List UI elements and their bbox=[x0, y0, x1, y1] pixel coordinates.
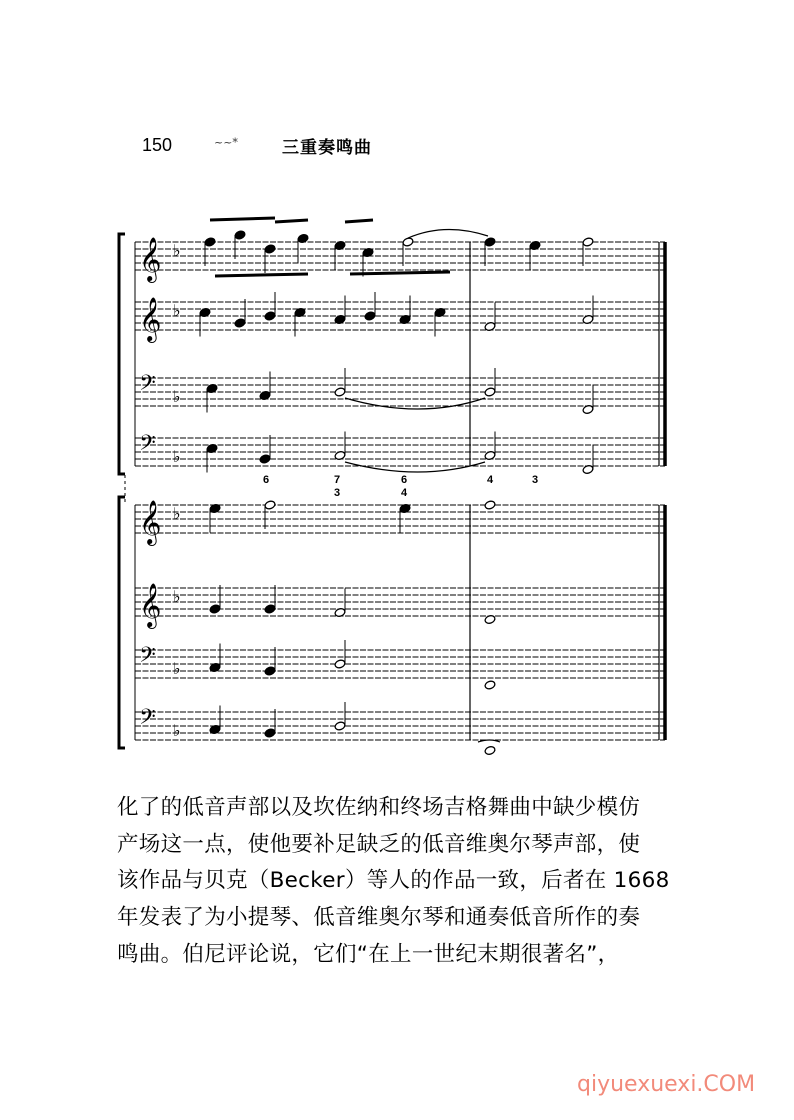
note-head bbox=[582, 237, 594, 247]
figure-1-top: 6 bbox=[262, 474, 270, 486]
note-head bbox=[484, 237, 496, 247]
note-head bbox=[234, 230, 246, 240]
note-head bbox=[484, 387, 496, 397]
flat-key-signature-icon: ♭ bbox=[173, 447, 181, 466]
treble-clef-icon: 𝄞 bbox=[139, 500, 162, 544]
note-head bbox=[334, 721, 346, 731]
page-number: 150 bbox=[142, 135, 173, 155]
bass-clef-icon: 𝄢 bbox=[139, 643, 156, 673]
note-head bbox=[209, 604, 221, 614]
tie bbox=[408, 229, 488, 238]
text-line: 产场这一点，使他要补足缺乏的低音维奥尔琴声部，使 bbox=[117, 831, 641, 857]
flat-key-signature-icon: ♭ bbox=[173, 587, 181, 606]
flat-key-signature-icon: ♭ bbox=[173, 721, 181, 740]
flat-key-signature-icon: ♭ bbox=[173, 387, 181, 406]
note-head bbox=[297, 233, 309, 243]
beam bbox=[210, 218, 275, 220]
treble-clef-icon: 𝄞 bbox=[139, 297, 162, 341]
figure-3-top: 6 bbox=[400, 474, 408, 486]
text-line: 年发表了为小提琴、低音维奥尔琴和通奏低音所作的奏 bbox=[117, 905, 641, 931]
treble-clef-icon: 𝄞 bbox=[139, 583, 162, 627]
beam bbox=[345, 220, 373, 222]
figure-2-top: 7 bbox=[333, 474, 341, 486]
tie bbox=[345, 398, 485, 409]
bass-clef-icon: 𝄢 bbox=[139, 371, 156, 401]
beam bbox=[275, 220, 308, 222]
note-head bbox=[264, 500, 276, 510]
bass-clef-icon: 𝄢 bbox=[139, 431, 156, 461]
flat-key-signature-icon: ♭ bbox=[173, 301, 181, 320]
note-head bbox=[582, 464, 594, 474]
figured-bass bbox=[263, 474, 538, 499]
flat-key-signature-icon: ♭ bbox=[173, 659, 181, 678]
note-head bbox=[484, 500, 496, 510]
text-line: 化了的低音声部以及坎佐纳和终场吉格舞曲中缺少模仿 bbox=[117, 795, 641, 820]
note-head bbox=[264, 604, 276, 614]
flat-key-signature-icon: ♭ bbox=[173, 241, 181, 260]
tie bbox=[345, 462, 485, 472]
watermark: qiyuexuexi.COM bbox=[577, 1072, 756, 1097]
note-head bbox=[582, 314, 594, 324]
header-ornament: ~~* bbox=[214, 136, 238, 149]
text-line: 鸣曲。伯尼评论说，它们“在上一世纪末期很著名”， bbox=[117, 941, 620, 967]
note-head bbox=[334, 387, 346, 397]
note-head bbox=[484, 680, 496, 690]
figure-4-top: 4 bbox=[486, 474, 494, 486]
flat-key-signature-icon: ♭ bbox=[173, 504, 181, 523]
body-text bbox=[117, 790, 677, 974]
text-line: 该作品与贝克（Becker）等人的作品一致，后者在 1668 bbox=[117, 868, 670, 894]
note-head bbox=[234, 318, 246, 328]
system-bracket bbox=[119, 234, 125, 474]
note-head bbox=[259, 454, 271, 464]
note-head bbox=[264, 244, 276, 254]
running-title: 三重奏鸣曲 bbox=[282, 138, 372, 158]
note-head bbox=[364, 311, 376, 321]
note-head bbox=[582, 404, 594, 414]
note-head bbox=[334, 659, 346, 669]
note-head bbox=[204, 237, 216, 247]
figure-2-bottom: 3 bbox=[333, 487, 341, 499]
figure-3-bottom: 4 bbox=[400, 487, 408, 499]
figure-5-top: 3 bbox=[531, 474, 539, 486]
system-bracket bbox=[119, 497, 125, 748]
note-head bbox=[264, 311, 276, 321]
treble-clef-icon: 𝄞 bbox=[139, 237, 162, 281]
note-head bbox=[484, 745, 496, 755]
beam bbox=[350, 272, 450, 274]
note-head bbox=[264, 666, 276, 676]
note-head bbox=[264, 728, 276, 738]
bass-clef-icon: 𝄢 bbox=[139, 705, 156, 735]
beam bbox=[215, 274, 308, 276]
note-head bbox=[402, 237, 414, 247]
